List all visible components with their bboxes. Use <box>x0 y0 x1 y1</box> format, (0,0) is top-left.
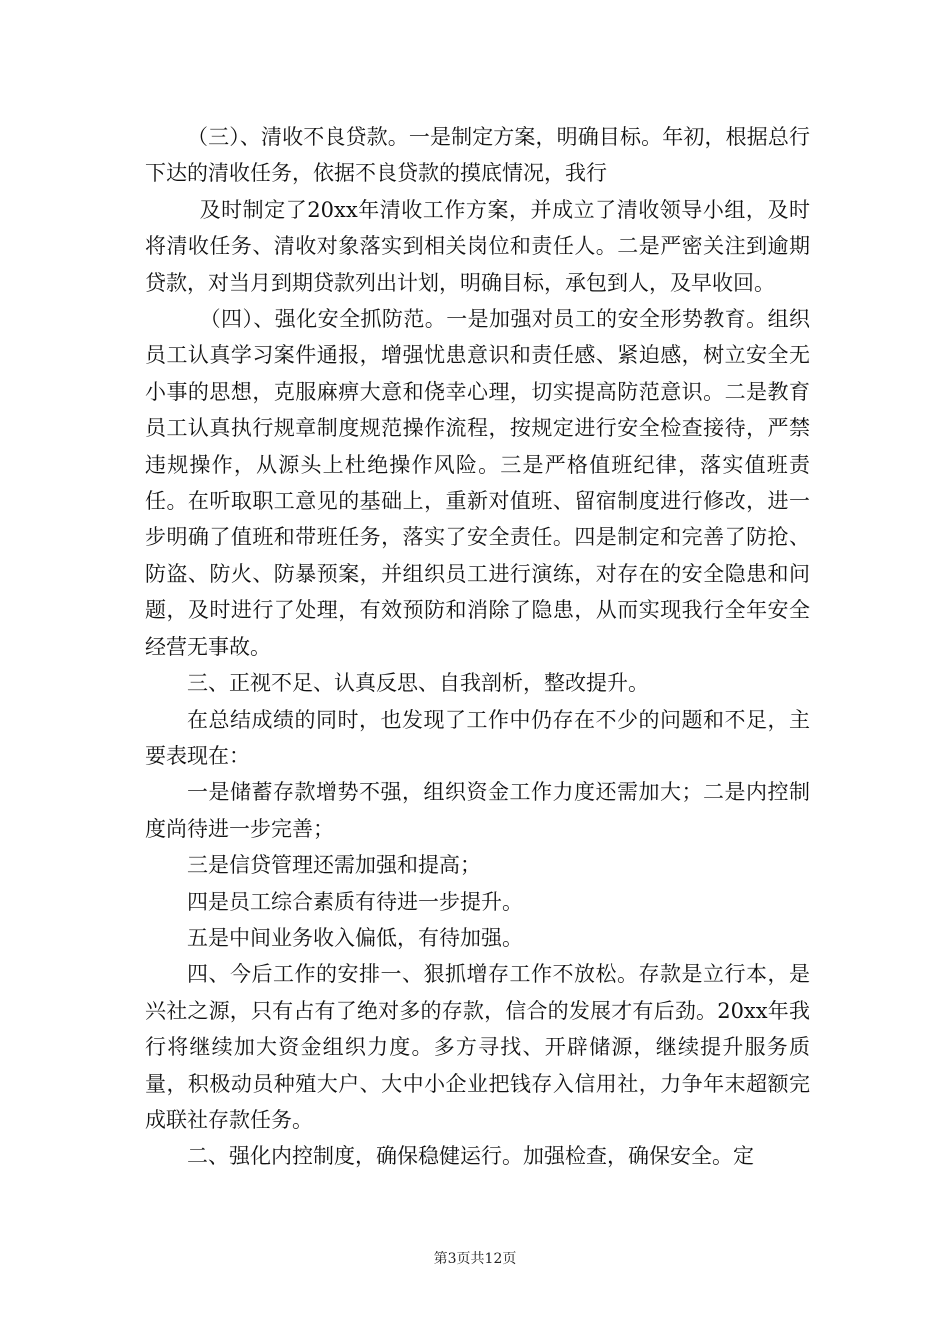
paragraph-shortcoming-1-2: 一是储蓄存款增势不强，组织资金工作力度还需加大；二是内控制度尚待进一步完善； <box>145 780 810 841</box>
section-heading-shortcomings: 三、正视不足、认真反思、自我剖析，整改提升。 <box>187 671 649 696</box>
paragraph-shortcoming-5: 五是中间业务收入偏低，有待加强。 <box>187 925 523 950</box>
paragraph-future-work: 四、今后工作的安排一、狠抓增存工作不放松。存款是立行本，是兴社之源，只有占有了绝对多的存款，信合的发展才有后劲。20xx年我行将继续加大资金组织力度。多方寻找、开辟储源，继续提升服务质量，积极动员种殖大户、大中小企业把钱存入信用社，力争年末超额完成联社存款任务。 <box>145 962 810 1132</box>
paragraph-loan-recovery: （三）、清收不良贷款。一是制定方案，明确目标。年初，根据总行下达的清收任务，依据不良贷款的摸底情况，我行 <box>145 125 810 186</box>
paragraph-security: （四）、强化安全抓防范。一是加强对员工的安全形势教育。组织员工认真学习案件通报，增强忧患意识和责任感、紧迫感，树立安全无小事的思想，克服麻痹大意和侥幸心理，切实提高防范意识。二是教育员工认真执行规章制度规范操作流程，按规定进行安全检查接待，严禁违规操作，从源头上杜绝操作风险。三是严格值班纪律，落实值班责任。在听取职工意见的基础上，重新对值班、留宿制度进行修改，进一步明确了值班和带班任务，落实了安全责任。四是制定和完善了防抢、防盗、防火、防暴预案，并组织员工进行演练，对存在的安全隐患和问题，及时进行了处理，有效预防和消除了隐患，从而实现我行全年安全经营无事故。 <box>145 307 810 659</box>
paragraph-shortcomings-intro: 在总结成绩的同时，也发现了工作中仍存在不少的问题和不足，主要表现在： <box>145 707 810 768</box>
paragraph-shortcoming-3: 三是信贷管理还需加强和提高； <box>187 853 481 878</box>
page-number-label: 第3页共12页 <box>433 1251 517 1267</box>
page-footer <box>0 1248 950 1268</box>
paragraph-recovery-plan: 及时制定了20xx年清收工作方案，并成立了清收领导小组，及时将清收任务、清收对象落实到相关岗位和责任人。二是严密关注到逾期贷款，对当月到期贷款列出计划，明确目标，承包到人，及早收回。 <box>145 197 810 295</box>
document-body <box>145 119 810 1175</box>
paragraph-internal-control: 二、强化内控制度，确保稳健运行。加强检查，确保安全。定 <box>187 1144 754 1169</box>
paragraph-shortcoming-4: 四是员工综合素质有待进一步提升。 <box>187 889 523 914</box>
